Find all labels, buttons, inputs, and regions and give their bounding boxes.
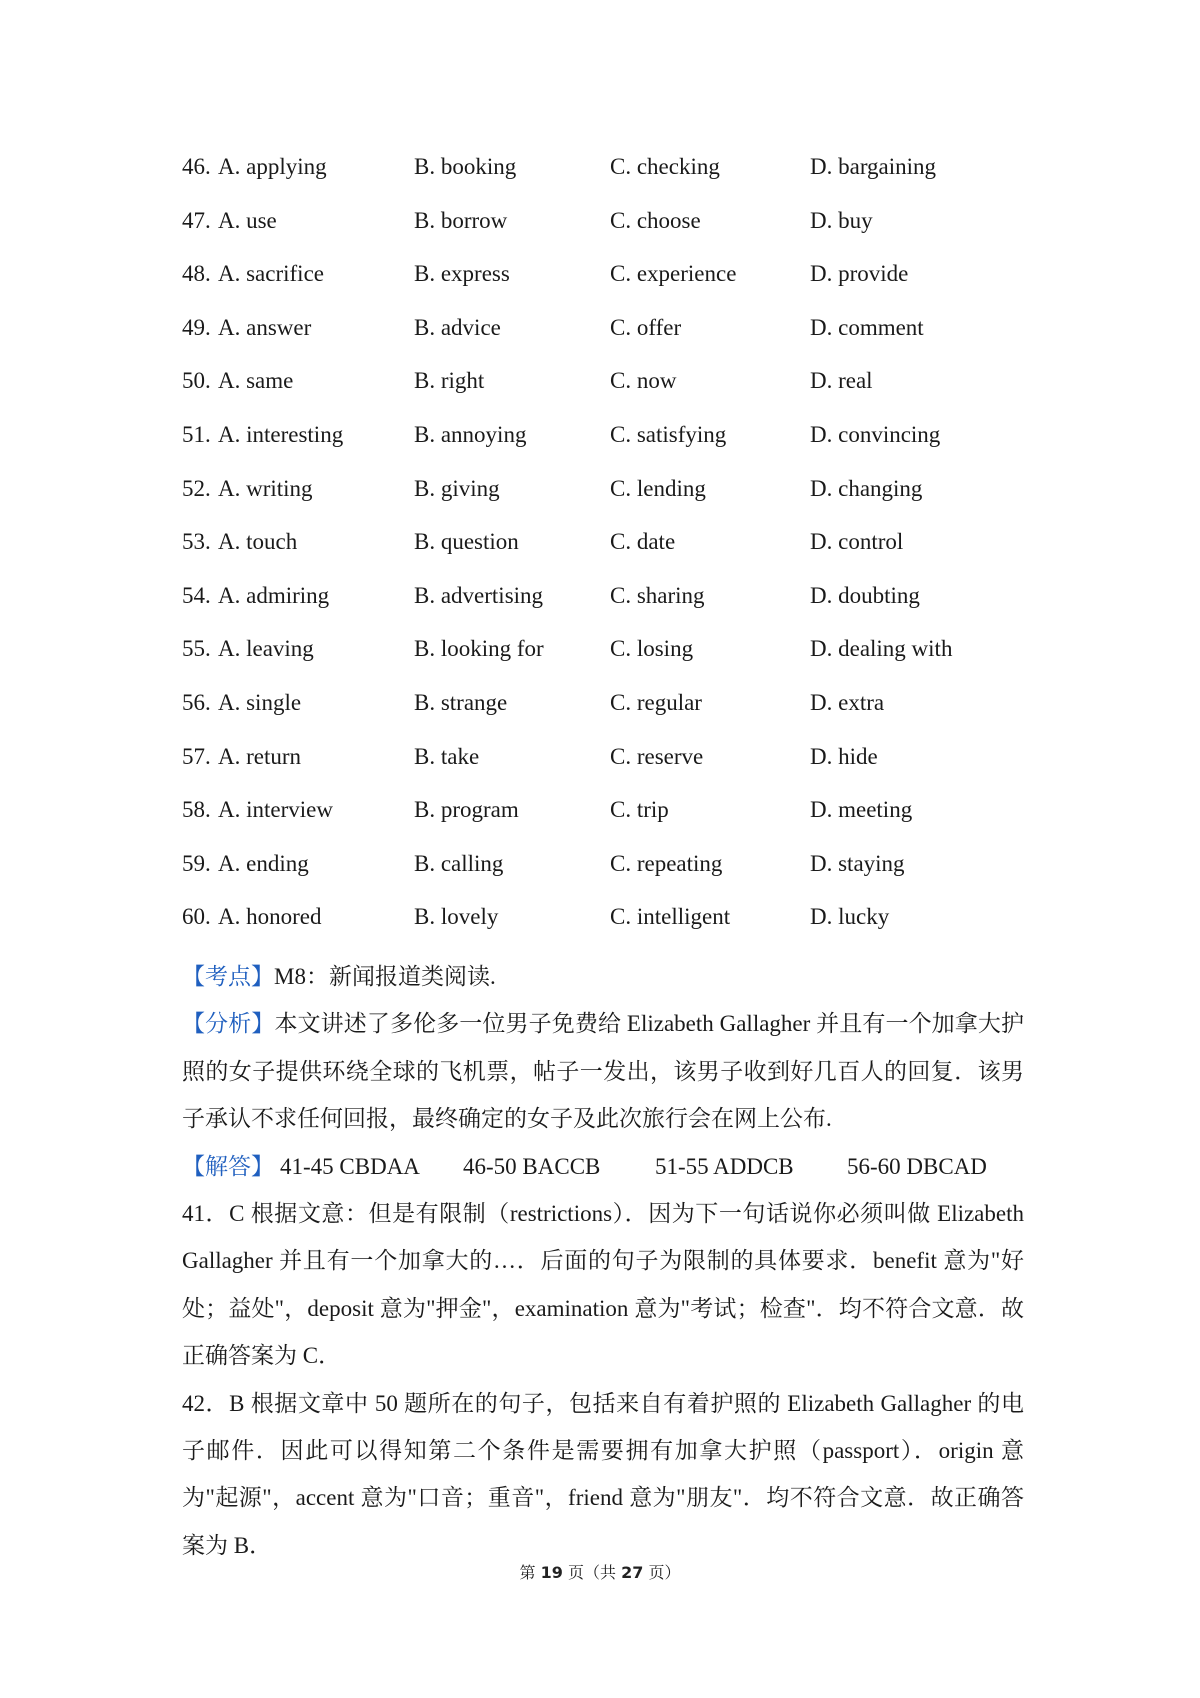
option-c: C. repeating bbox=[610, 850, 723, 876]
option-a: A. writing bbox=[218, 475, 313, 501]
option-d: D. comment bbox=[810, 314, 924, 340]
answer-group: 51-55 ADDCB bbox=[655, 1153, 794, 1179]
kaodian-text: M8：新闻报道类阅读. bbox=[274, 964, 496, 989]
option-row bbox=[182, 206, 1042, 260]
option-row bbox=[182, 581, 1042, 635]
option-row bbox=[182, 849, 1042, 903]
question-number: 49. bbox=[182, 314, 211, 340]
option-b: B. question bbox=[414, 529, 519, 555]
option-b: B. looking for bbox=[414, 636, 544, 662]
option-row bbox=[182, 420, 1042, 474]
option-row bbox=[182, 527, 1042, 581]
jieda-tag: 【解答】 bbox=[182, 1153, 274, 1179]
current-page-number: 19 bbox=[540, 1563, 563, 1582]
question-number: 47. bbox=[182, 207, 211, 233]
option-d: D. convincing bbox=[810, 421, 941, 447]
option-row bbox=[182, 634, 1042, 688]
option-d: D. dealing with bbox=[810, 636, 953, 662]
option-d: D. hide bbox=[810, 743, 878, 769]
question-number: 56. bbox=[182, 689, 211, 715]
page-footer bbox=[0, 1560, 1200, 1583]
question-number: 57. bbox=[182, 743, 211, 769]
option-d: D. lucky bbox=[810, 904, 890, 930]
option-c: C. lending bbox=[610, 475, 706, 501]
footer-middle: 页（共 bbox=[567, 1563, 616, 1582]
option-c: C. losing bbox=[610, 636, 694, 662]
answer-group: 41-45 CBDAA bbox=[280, 1153, 420, 1179]
option-d: D. doubting bbox=[810, 582, 920, 608]
option-c: C. regular bbox=[610, 689, 702, 715]
option-c: C. experience bbox=[610, 261, 737, 287]
option-d: D. real bbox=[810, 368, 873, 394]
question-number: 55. bbox=[182, 636, 211, 662]
option-a: A. touch bbox=[218, 529, 298, 555]
question-number: 58. bbox=[182, 797, 211, 823]
kaodian-paragraph bbox=[182, 953, 1024, 1000]
option-a: A. honored bbox=[218, 904, 322, 930]
option-row bbox=[182, 313, 1042, 367]
option-a: A. leaving bbox=[218, 636, 314, 662]
footer-prefix: 第 bbox=[519, 1563, 536, 1582]
option-d: D. control bbox=[810, 529, 904, 555]
answer-group: 56-60 DBCAD bbox=[847, 1153, 987, 1179]
option-b: B. booking bbox=[414, 154, 517, 179]
option-c: C. offer bbox=[610, 314, 682, 340]
option-d: D. buy bbox=[810, 207, 873, 233]
option-d: D. meeting bbox=[810, 797, 913, 823]
option-c: C. checking bbox=[610, 154, 720, 179]
option-c: C. intelligent bbox=[610, 904, 731, 930]
option-a: A. single bbox=[218, 689, 302, 715]
option-b: B. strange bbox=[414, 689, 508, 715]
option-b: B. take bbox=[414, 743, 480, 769]
option-c: C. sharing bbox=[610, 582, 705, 608]
option-b: B. lovely bbox=[414, 904, 499, 930]
option-b: B. advertising bbox=[414, 582, 544, 608]
option-row bbox=[182, 152, 1042, 206]
option-row bbox=[182, 474, 1042, 528]
option-d: D. bargaining bbox=[810, 154, 937, 179]
question-number: 59. bbox=[182, 850, 211, 876]
option-a: A. interesting bbox=[218, 421, 344, 447]
question-number: 54. bbox=[182, 582, 211, 608]
question-number: 60. bbox=[182, 904, 211, 930]
explanation-41: 41．C 根据文意：但是有限制（restrictions）．因为下一句话说你必须叫做 Elizabeth Gallagher 并且有一个加拿大的…．后面的句子为限制的具体要求．benefit 意为"好处；益处"，deposit 意为"押金"，examination 意为"考试；检查"．均不符合文意．故正确答案为 C． bbox=[182, 1201, 1024, 1369]
question-number: 53. bbox=[182, 529, 211, 555]
option-c: C. choose bbox=[610, 207, 701, 233]
option-a: A. interview bbox=[218, 797, 333, 823]
question-number: 46. bbox=[182, 154, 211, 179]
option-a: A. answer bbox=[218, 314, 312, 340]
option-c: C. reserve bbox=[610, 743, 704, 769]
question-number: 52. bbox=[182, 475, 211, 501]
total-page-count: 27 bbox=[621, 1563, 644, 1582]
fenxi-paragraph bbox=[182, 1000, 1024, 1142]
question-number: 50. bbox=[182, 368, 211, 394]
option-b: B. express bbox=[414, 261, 510, 287]
explanation-section bbox=[182, 953, 1024, 1569]
option-b: B. giving bbox=[414, 475, 500, 501]
explanation-42: 42．B 根据文章中 50 题所在的句子，包括来自有着护照的 Elizabeth Gallagher 的电子邮件．因此可以得知第二个条件是需要拥有加拿大护照（passport）．origin 意为"起源"，accent 意为"口音；重音"，friend 意为"朋友"．均不符合文意．故正确答案为 B． bbox=[182, 1390, 1024, 1558]
answer-key-row bbox=[182, 1143, 1024, 1190]
option-a: A. sacrifice bbox=[218, 261, 324, 287]
question-number: 51. bbox=[182, 421, 211, 447]
option-a: A. return bbox=[218, 743, 302, 769]
option-c: C. trip bbox=[610, 797, 669, 823]
option-d: D. staying bbox=[810, 850, 905, 876]
option-row bbox=[182, 795, 1042, 849]
option-c: C. date bbox=[610, 529, 676, 555]
fenxi-text: 本文讲述了多伦多一位男子免费给 Elizabeth Gallagher 并且有一个加拿大护照的女子提供环绕全球的飞机票，帖子一发出，该男子收到好几百人的回复．该男子承认不求任何回报，最终确定的女子及此次旅行会在网上公布. bbox=[182, 1011, 1024, 1132]
question-number: 48. bbox=[182, 261, 211, 287]
option-row bbox=[182, 902, 1042, 956]
option-b: B. borrow bbox=[414, 207, 508, 233]
option-row bbox=[182, 259, 1042, 313]
option-row bbox=[182, 366, 1042, 420]
fenxi-tag: 【分析】 bbox=[182, 1011, 275, 1037]
option-b: B. annoying bbox=[414, 421, 527, 447]
answer-group: 46-50 BACCB bbox=[463, 1153, 601, 1179]
option-a: A. use bbox=[218, 207, 277, 233]
option-d: D. provide bbox=[810, 261, 909, 287]
option-d: D. changing bbox=[810, 475, 923, 501]
answer-options-table bbox=[182, 152, 1042, 956]
option-row bbox=[182, 742, 1042, 796]
option-b: B. calling bbox=[414, 850, 504, 876]
option-row bbox=[182, 688, 1042, 742]
option-b: B. program bbox=[414, 797, 519, 823]
option-c: C. now bbox=[610, 368, 677, 394]
option-a: A. same bbox=[218, 368, 294, 394]
option-a: A. applying bbox=[218, 154, 327, 179]
option-b: B. advice bbox=[414, 314, 501, 340]
option-d: D. extra bbox=[810, 689, 885, 715]
footer-suffix: 页） bbox=[648, 1563, 681, 1582]
option-b: B. right bbox=[414, 368, 485, 394]
option-a: A. admiring bbox=[218, 582, 330, 608]
option-a: A. ending bbox=[218, 850, 309, 876]
kaodian-tag: 【考点】 bbox=[182, 964, 274, 989]
option-c: C. satisfying bbox=[610, 421, 727, 447]
